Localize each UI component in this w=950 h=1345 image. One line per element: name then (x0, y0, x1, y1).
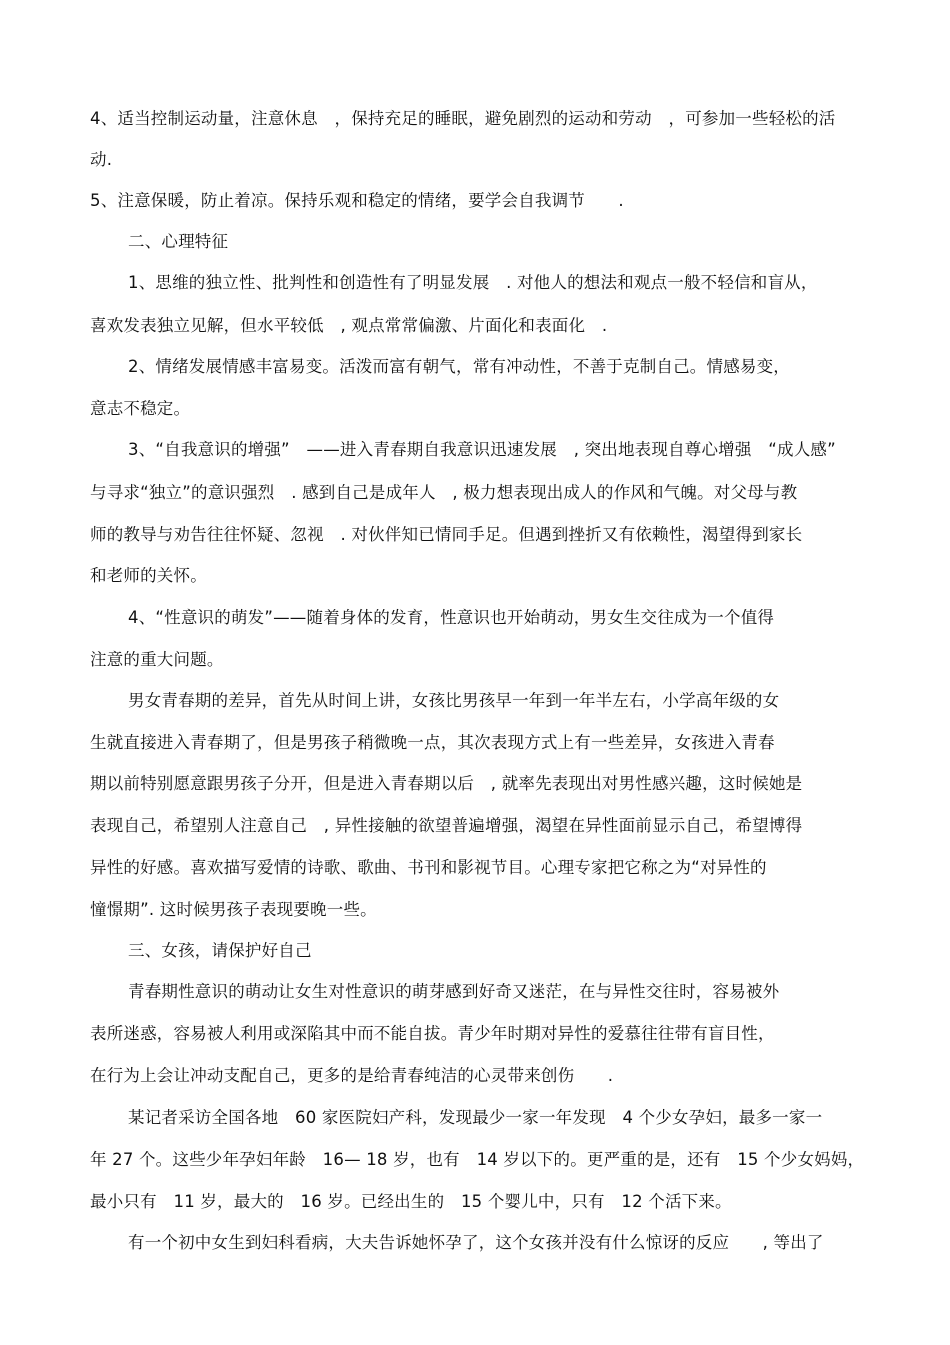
text-line: 与寻求“独立”的意识强烈 . 感到自己是成年人 , 极力想表现出成人的作风和气魄。对父母与教 (90, 483, 798, 502)
text-line: 师的教导与劝告往往怀疑、忽视 . 对伙伴知已情同手足。但遇到挫折又有依赖性，渴望得到家长 (90, 525, 803, 544)
text-line: 注意的重大问题。 (90, 650, 224, 669)
text-line: 4、“性意识的萌发”——随着身体的发育，性意识也开始萌动，男女生交往成为一个值得 (128, 608, 775, 627)
text-line: 2、情绪发展情感丰富易变。活泼而富有朝气，常有冲动性，不善于克制自己。情感易变， (128, 357, 790, 376)
text-line: 有一个初中女生到妇科看病，大夫告诉她怀孕了，这个女孩并没有什么惊讶的反应 , 等出了 (128, 1233, 824, 1252)
text-line: 和老师的关怀。 (90, 566, 207, 585)
section-heading: 二、心理特征 (128, 232, 229, 251)
text-line: 1、思维的独立性、批判性和创造性有了明显发展 . 对他人的想法和观点一般不轻信和盲从， (128, 273, 818, 292)
text-line: 异性的好感。喜欢描写爱情的诗歌、歌曲、书刊和影视节目。心理专家把它称之为“对异性的 (90, 858, 767, 877)
text-line: 在行为上会让冲动支配自己，更多的是给青春纯洁的心灵带来创伤 . (90, 1066, 614, 1085)
text-line: 4、适当控制运动量，注意休息 ，保持充足的睡眠，避免剧烈的运动和劳动 ，可参加一些轻松的活 (90, 109, 836, 128)
text-line: 3、“自我意识的增强” ——进入青春期自我意识迅速发展 , 突出地表现自尊心增强 “成人感” (128, 440, 836, 459)
text-line: 期以前特别愿意跟男孩子分开，但是进入青春期以后 , 就率先表现出对男性感兴趣，这时候她是 (90, 774, 803, 793)
text-line: 表现自己，希望别人注意自己 , 异性接触的欲望普遍增强，渴望在异性面前显示自己，希望博得 (90, 816, 803, 835)
text-line: 动. (90, 150, 113, 169)
text-line: 憧憬期”. 这时候男孩子表现要晚一些。 (90, 900, 377, 919)
text-line: 某记者采访全国各地 60 家医院妇产科，发现最少一家一年发现 4 个少女孕妇，最多一家一 (128, 1108, 823, 1127)
text-line: 年 27 个。这些少年孕妇年龄 16— 18 岁，也有 14 岁以下的。更严重的是，还有 15 个少女妈妈， (90, 1150, 865, 1169)
text-line: 男女青春期的差异，首先从时间上讲，女孩比男孩早一年到一年半左右，小学高年级的女 (128, 691, 780, 710)
text-line: 意志不稳定。 (90, 399, 191, 418)
text-line: 青春期性意识的萌动让女生对性意识的萌芽感到好奇又迷茫，在与异性交往时，容易被外 (128, 982, 780, 1001)
text-line: 最小只有 11 岁，最大的 16 岁。已经出生的 15 个婴儿中，只有 12 个活下来。 (90, 1192, 732, 1211)
text-line: 生就直接进入青春期了，但是男孩子稍微晚一点，其次表现方式上有一些差异，女孩进入青春 (90, 733, 775, 752)
text-line: 表所迷惑，容易被人利用或深陷其中而不能自拔。青少年时期对异性的爱慕往往带有盲目性， (90, 1024, 775, 1043)
text-line: 喜欢发表独立见解，但水平较低 , 观点常常偏激、片面化和表面化 . (90, 316, 608, 335)
section-heading: 三、女孩，请保护好自己 (128, 941, 312, 960)
text-line: 5、注意保暖，防止着凉。保持乐观和稳定的情绪，要学会自我调节 . (90, 191, 624, 210)
